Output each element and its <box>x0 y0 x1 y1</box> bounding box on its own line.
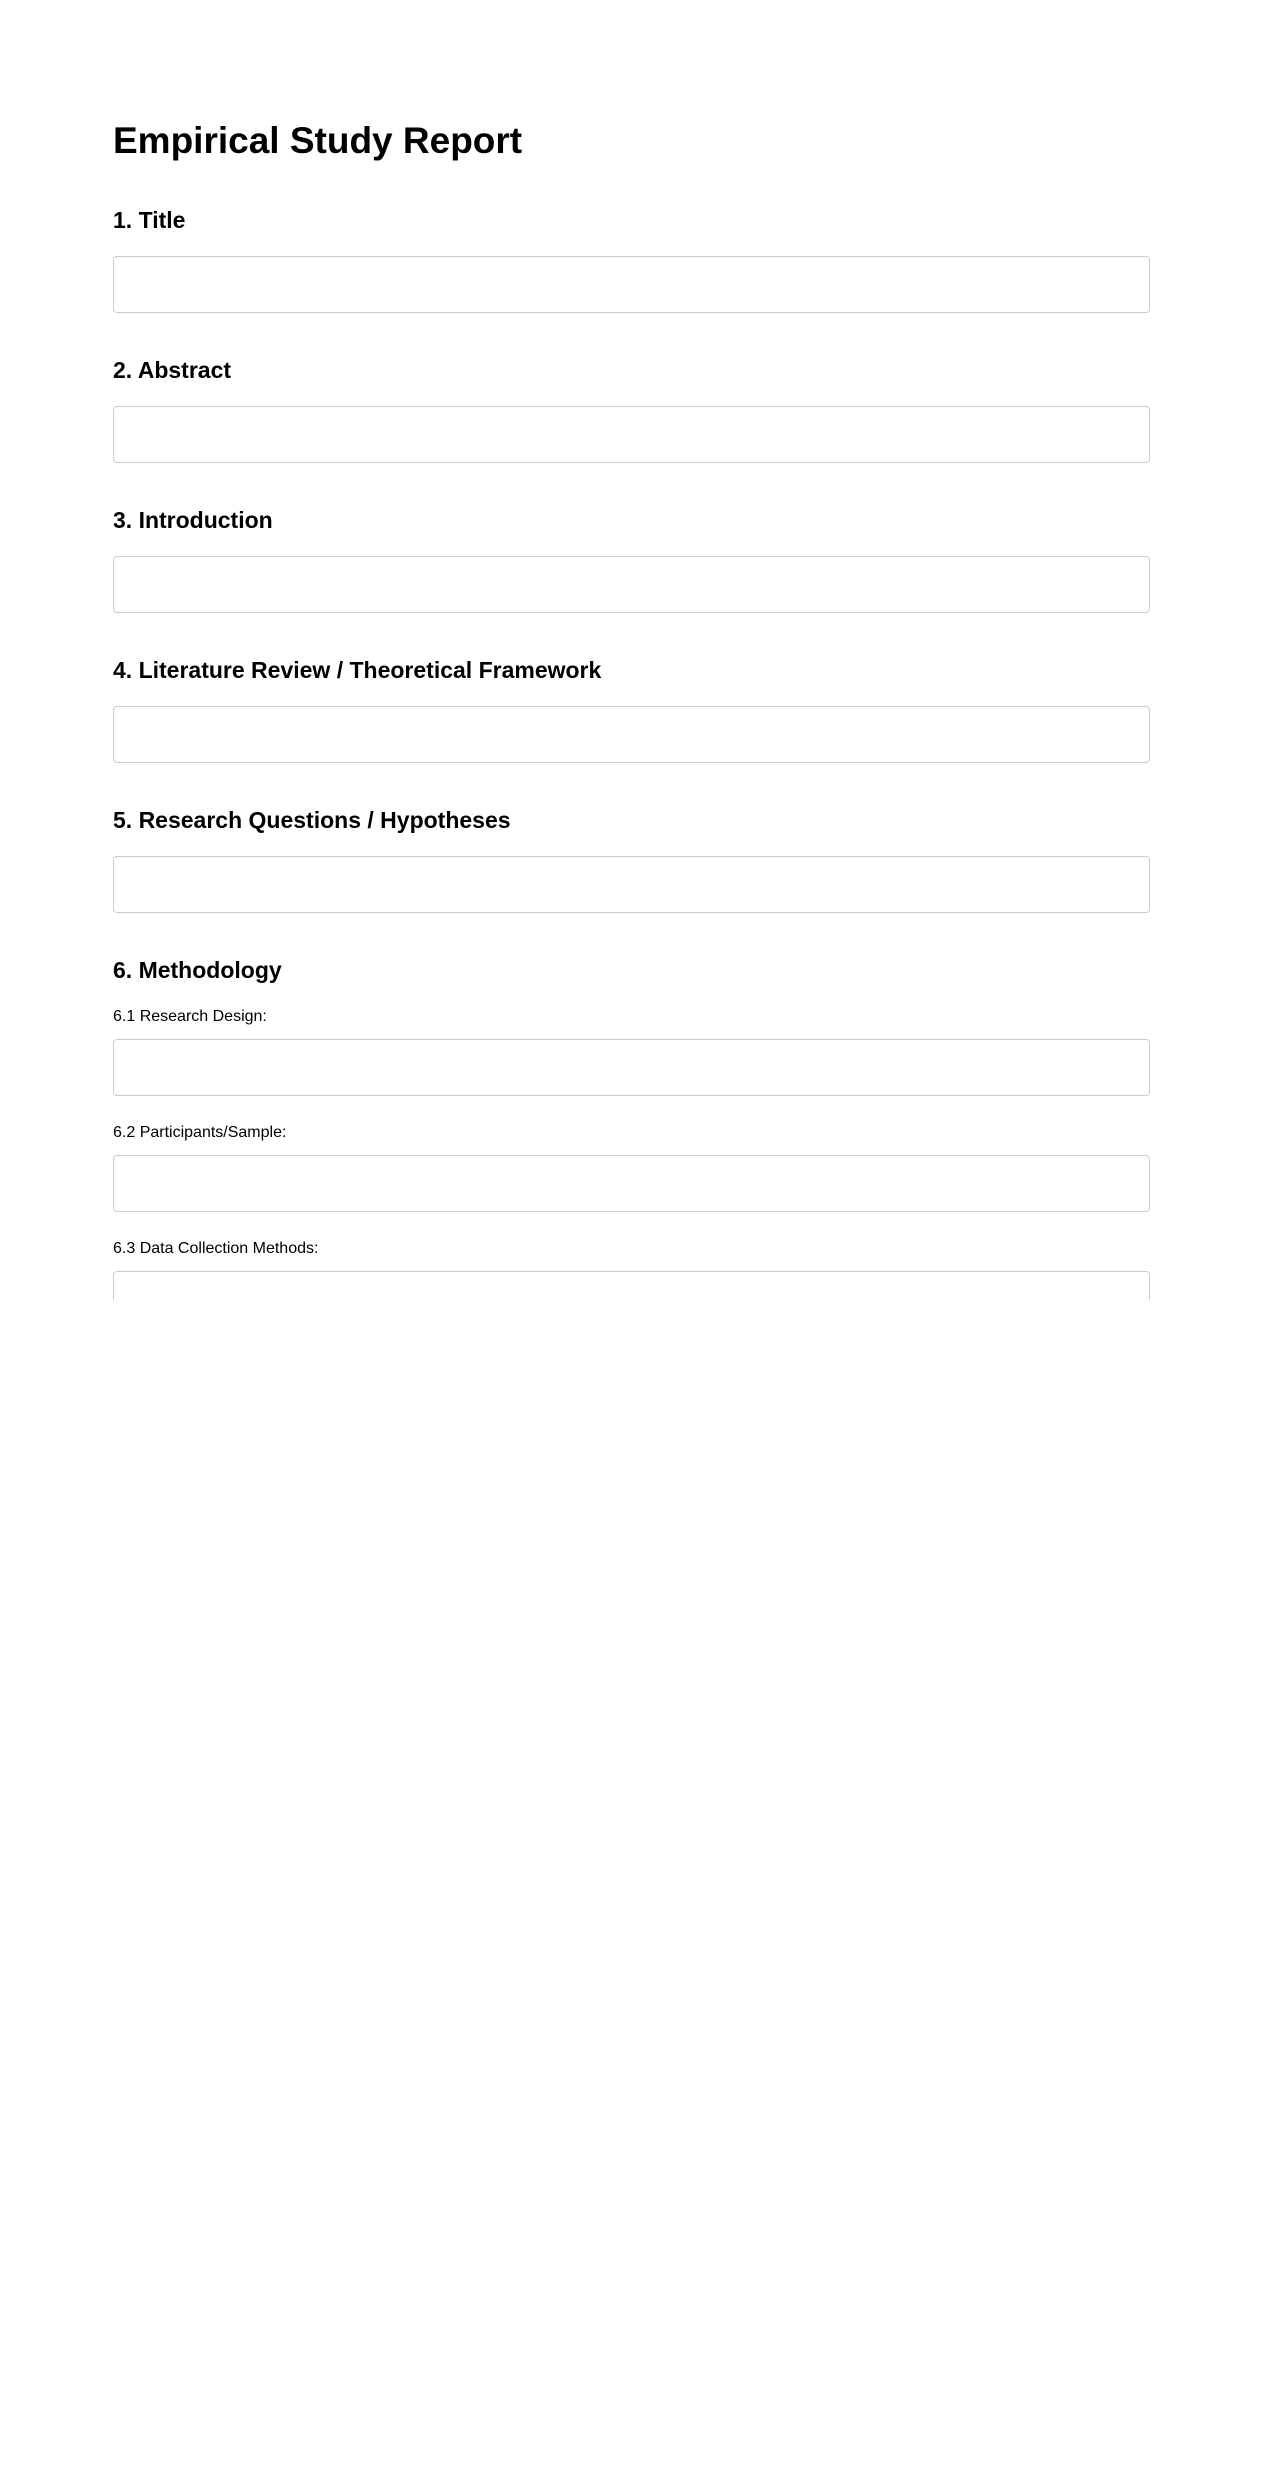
data-collection-methods-label: 6.3 Data Collection Methods: <box>113 1240 319 1257</box>
literature-review-field[interactable] <box>113 706 1150 763</box>
participants-sample-label: 6.2 Participants/Sample: <box>113 1124 287 1141</box>
page-title: Empirical Study Report <box>113 120 523 161</box>
section-heading-methodology: 6. Methodology <box>113 957 282 983</box>
research-design-field[interactable] <box>113 1039 1150 1096</box>
section-heading-introduction: 3. Introduction <box>113 507 273 533</box>
abstract-field[interactable] <box>113 406 1150 463</box>
data-collection-methods-field[interactable] <box>113 1271 1150 1300</box>
research-questions-field[interactable] <box>113 856 1150 913</box>
section-heading-abstract: 2. Abstract <box>113 357 232 383</box>
title-field[interactable] <box>113 256 1150 313</box>
section-heading-title: 1. Title <box>113 207 186 233</box>
section-heading-literature-review: 4. Literature Review / Theoretical Framework <box>113 657 602 683</box>
research-design-label: 6.1 Research Design: <box>113 1008 267 1025</box>
section-heading-research-questions: 5. Research Questions / Hypotheses <box>113 807 511 833</box>
participants-sample-field[interactable] <box>113 1155 1150 1212</box>
introduction-field[interactable] <box>113 556 1150 613</box>
